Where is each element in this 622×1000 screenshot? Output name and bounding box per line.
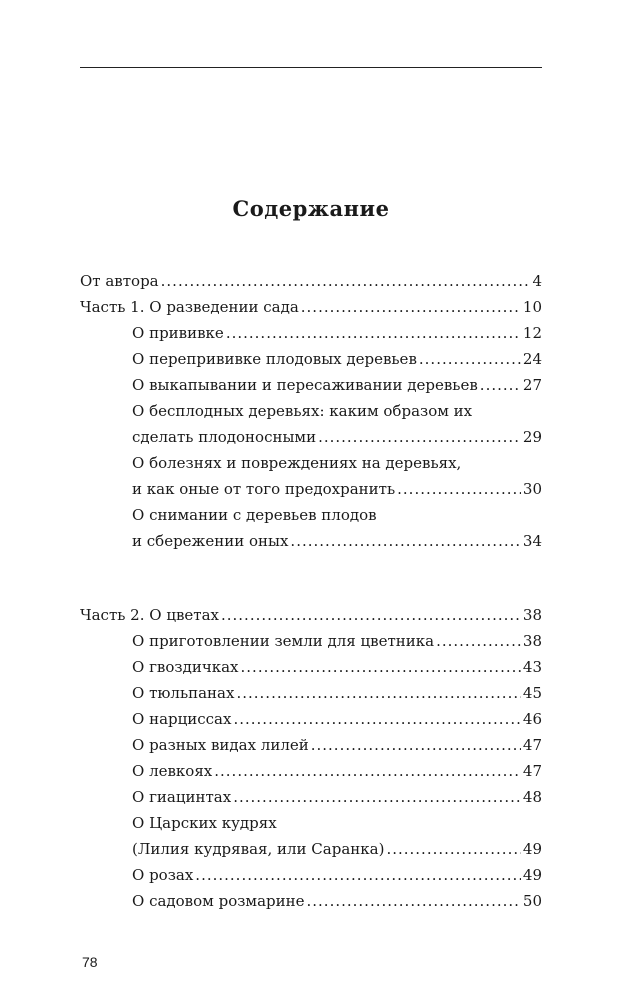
toc-entry (80, 888, 542, 914)
toc-entry-title: О нарциссах (132, 710, 232, 728)
toc-entry (80, 372, 542, 398)
toc-entry-title: Часть 2. О цветах (80, 606, 219, 624)
toc-entry-title: О гиацинтах (132, 788, 232, 806)
toc-entry-page: 49 (522, 866, 542, 884)
toc-entry (80, 424, 542, 450)
toc-entry-page: 49 (522, 840, 542, 858)
toc-entry-title: О садовом розмарине (132, 892, 305, 910)
dot-leader (233, 706, 520, 732)
toc-entry (80, 784, 542, 810)
toc-entry-page: 30 (522, 480, 542, 498)
toc-entry-title: О розах (132, 866, 194, 884)
page-number: 78 (82, 954, 98, 970)
toc-entry-title: От автора (80, 272, 159, 290)
toc-part-heading (80, 268, 542, 294)
toc-entry (80, 836, 542, 862)
toc-entry-title: сделать плодоносными (132, 428, 317, 446)
toc-entry-page: 38 (522, 632, 542, 650)
page-title: Содержание (232, 196, 390, 221)
toc-part-2 (80, 602, 542, 914)
toc-entry (80, 528, 542, 554)
toc-entry-title: О прививке (132, 324, 224, 342)
toc-entry-title: О приготовлении земли для цветника (132, 632, 435, 650)
toc-part-heading (80, 294, 542, 320)
toc-entry-page: 24 (522, 350, 542, 368)
toc-entry-page: 43 (522, 658, 542, 676)
toc-entry (80, 346, 542, 372)
toc-entry-title: О левкоях (132, 762, 213, 780)
dot-leader (161, 268, 531, 294)
toc-entry-page: 12 (522, 324, 542, 342)
toc-entry-page: 46 (522, 710, 542, 728)
dot-leader (311, 732, 521, 758)
toc-entry (80, 398, 542, 424)
toc-entry (80, 320, 542, 346)
toc-entry-title: О перепрививке плодовых деревьев (132, 350, 417, 368)
dot-leader (221, 602, 521, 628)
toc-entry-title: О разных видах лилей (132, 736, 309, 754)
toc-entry-title: О гвоздичках (132, 658, 239, 676)
toc-entry-page: 27 (522, 376, 542, 394)
header-rule (80, 67, 542, 68)
dot-leader (397, 476, 521, 502)
dot-leader (386, 836, 520, 862)
toc-entry-title: Часть 1. О разведении сада (80, 298, 299, 316)
toc-entry (80, 810, 542, 836)
toc-entry-page: 47 (522, 762, 542, 780)
toc-entry-page: 50 (522, 892, 542, 910)
dot-leader (226, 320, 521, 346)
toc-entry-page: 48 (522, 788, 542, 806)
dot-leader (301, 294, 521, 320)
dot-leader (233, 784, 521, 810)
toc-entry-title: О Царских кудрях (132, 814, 277, 832)
dot-leader (290, 528, 520, 554)
dot-leader (214, 758, 521, 784)
toc-entry-title: О выкапывании и пересаживании деревьев (132, 376, 478, 394)
dot-leader (436, 628, 521, 654)
toc-entry (80, 502, 542, 528)
dot-leader (318, 424, 521, 450)
toc-entry (80, 680, 542, 706)
toc-entry (80, 476, 542, 502)
toc-entry-page: 10 (522, 298, 542, 316)
dot-leader (195, 862, 521, 888)
dot-leader (307, 888, 521, 914)
toc-entry-title: и как оные от того предохранить (132, 480, 396, 498)
toc-entry-title: О бесплодных деревьях: каким образом их (132, 402, 473, 420)
toc-entry-page: 38 (522, 606, 542, 624)
dot-leader (236, 680, 520, 706)
toc-entry (80, 862, 542, 888)
toc-entry-page: 4 (532, 272, 542, 290)
toc-entry (80, 628, 542, 654)
toc-entry-title: О снимании с деревьев плодов (132, 506, 377, 524)
toc-entry-title: и сбережении оных (132, 532, 289, 550)
toc-entry (80, 654, 542, 680)
dot-leader (419, 346, 521, 372)
toc-entry (80, 732, 542, 758)
toc-entry-page: 47 (522, 736, 542, 754)
toc-entry (80, 706, 542, 732)
toc-part-1 (80, 268, 542, 554)
toc-entry (80, 450, 542, 476)
toc-entry-title: (Лилия кудрявая, или Саранка) (132, 840, 385, 858)
dot-leader (241, 654, 521, 680)
toc-entry-page: 29 (522, 428, 542, 446)
toc-part-heading (80, 602, 542, 628)
toc-entry-page: 34 (522, 532, 542, 550)
toc-entry-title: О болезнях и повреждениях на деревьях, (132, 454, 462, 472)
toc-entry-title: О тюльпанах (132, 684, 235, 702)
toc-entry-page: 45 (522, 684, 542, 702)
toc-entry (80, 758, 542, 784)
dot-leader (480, 372, 521, 398)
